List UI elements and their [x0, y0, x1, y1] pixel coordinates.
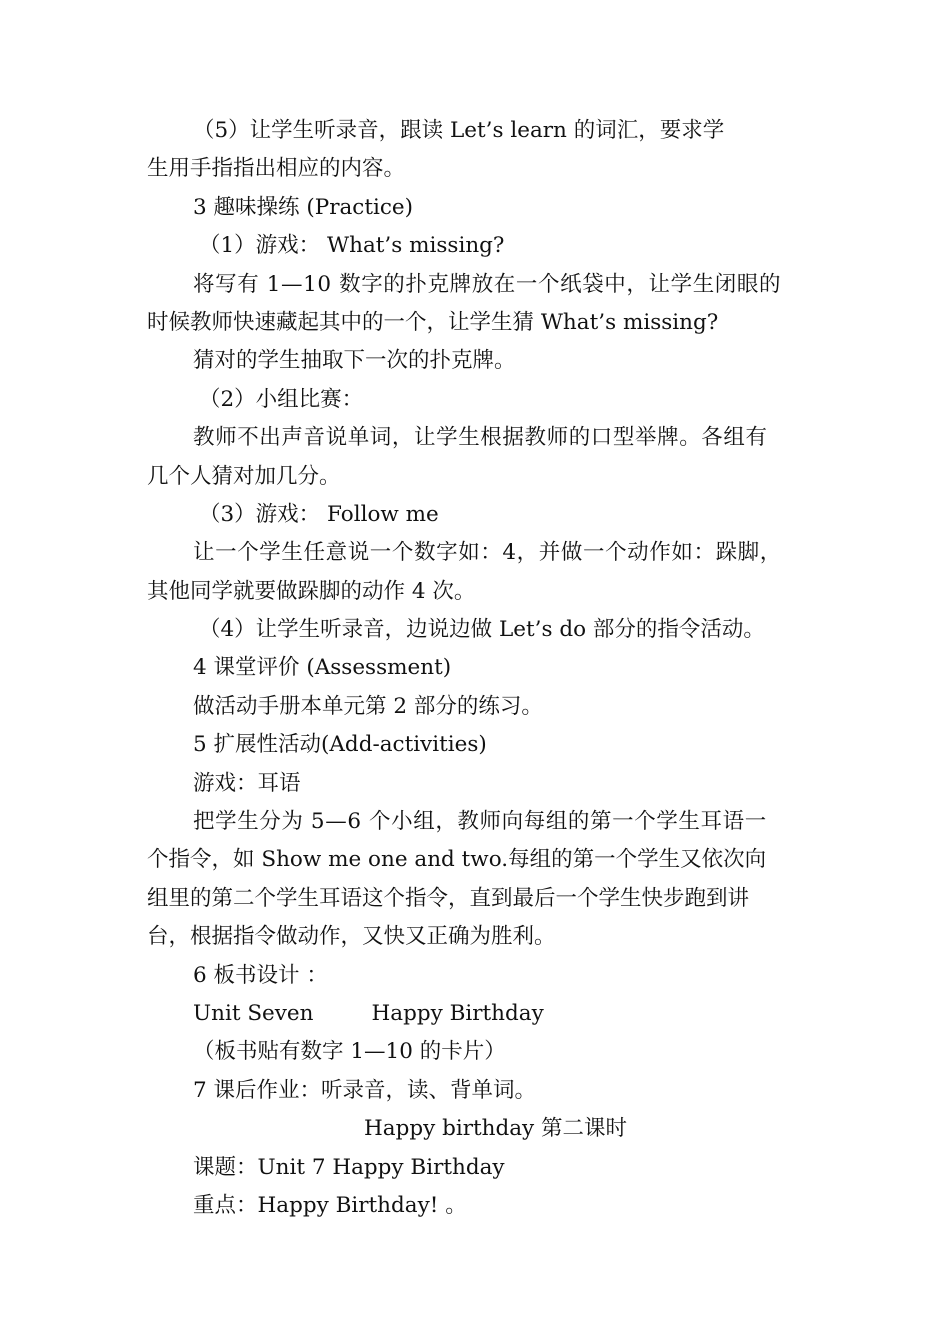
paragraph-line: 游戏：耳语	[193, 770, 301, 796]
section-heading: 7 课后作业：听录音，读、背单词。	[193, 1077, 537, 1103]
paragraph-line: 重点：Happy Birthday! 。	[193, 1192, 467, 1218]
board-unit-label: Unit Seven	[193, 1000, 314, 1026]
paragraph-line: 其他同学就要做跺脚的动作 4 次。	[147, 578, 476, 604]
paragraph-line: 组里的第二个学生耳语这个指令，直到最后一个学生快步跑到讲	[147, 885, 750, 911]
section-heading: 4 课堂评价 (Assessment)	[193, 655, 452, 681]
paragraph-line: （3）游戏： Follow me	[199, 501, 439, 527]
paragraph-line: 猜对的学生抽取下一次的扑克牌。	[193, 348, 516, 374]
board-design-line	[147, 995, 809, 1033]
paragraph-line: （2）小组比赛：	[199, 386, 364, 412]
section-heading: 6 板书设计 ：	[193, 962, 328, 988]
paragraph-line: （1）游戏： What’s missing?	[199, 233, 505, 259]
paragraph-line: （板书贴有数字 1—10 的卡片）	[193, 1039, 506, 1065]
paragraph-line: 教师不出声音说单词，让学生根据教师的口型举牌。各组有	[193, 425, 768, 451]
board-title-label: Happy Birthday	[371, 1000, 544, 1026]
paragraph-line: 让一个学生任意说一个数字如：4，并做一个动作如：跺脚，	[193, 540, 782, 566]
paragraph-line: 生用手指指出相应的内容。	[147, 156, 406, 182]
paragraph-line: 把学生分为 5—6 个小组，教师向每组的第一个学生耳语一	[193, 809, 767, 835]
paragraph-line: 做活动手册本单元第 2 部分的练习。	[193, 693, 543, 719]
paragraph-line: 将写有 1—10 数字的扑克牌放在一个纸袋中，让学生闭眼的	[193, 271, 782, 297]
section-heading: 3 趣味操练 (Practice)	[193, 194, 414, 220]
lesson-title: Happy birthday 第二课时	[364, 1116, 628, 1142]
paragraph-line: 台，根据指令做动作，又快又正确为胜利。	[147, 924, 556, 950]
paragraph-line: （5）让学生听录音，跟读 Let’s learn 的词汇，要求学	[193, 118, 725, 143]
document-body	[147, 112, 809, 1225]
paragraph-line: 个指令，如 Show me one and two.每组的第一个学生又依次向	[147, 847, 767, 873]
paragraph-line: 时候教师快速藏起其中的一个，让学生猜 What’s missing?	[147, 309, 719, 335]
paragraph-line: （4）让学生听录音，边说边做 Let’s do 部分的指令活动。	[199, 617, 765, 643]
section-heading: 5 扩展性活动(Add-activities)	[193, 732, 487, 758]
paragraph-line: 几个人猜对加几分。	[147, 463, 341, 489]
paragraph-line: 课题：Unit 7 Happy Birthday	[193, 1154, 505, 1180]
